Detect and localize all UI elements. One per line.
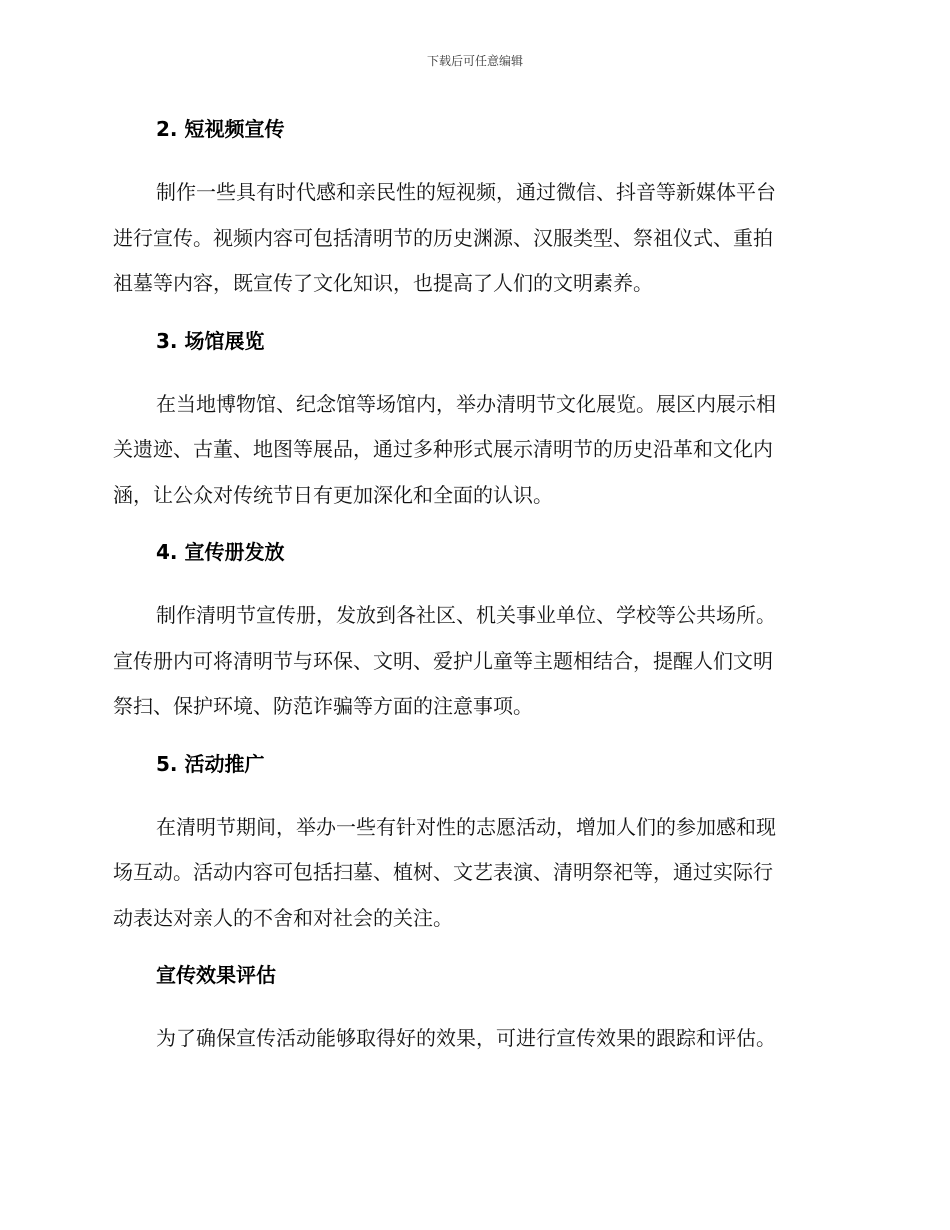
section-heading: 5. 活动推广 (156, 751, 265, 776)
paragraph-line: 在当地博物馆、纪念馆等场馆内，举办清明节文化展览。展区内展示相 (156, 391, 776, 416)
paragraph-line: 祖墓等内容，既宣传了文化知识，也提高了人们的文明素养。 (113, 271, 653, 295)
paragraph-line: 动表达对亲人的不舍和对社会的关注。 (113, 905, 453, 930)
section-paragraph (113, 593, 833, 730)
section-paragraph (113, 805, 833, 942)
paragraph-line: 关遗迹、古董、地图等展品，通过多种形式展示清明节的历史沿革和文化内 (113, 437, 773, 461)
section-heading: 宣传效果评估 (156, 963, 276, 987)
section-heading: 3. 场馆展览 (156, 328, 265, 353)
paragraph-line: 祭扫、保护环境、防范诈骗等方面的注意事项。 (113, 694, 533, 718)
paragraph-line: 在清明节期间，举办一些有针对性的志愿活动，增加人们的参加感和现 (156, 814, 776, 839)
paragraph-line: 制作清明节宣传册，发放到各社区、机关事业单位、学校等公共场所。 (156, 603, 776, 627)
paragraph-line: 宣传册内可将清明节与环保、文明、爱护儿童等主题相结合，提醒人们文明 (113, 648, 773, 673)
page-header: 下载后可任意编辑 (426, 54, 523, 68)
section-heading: 4. 宣传册发放 (156, 540, 285, 564)
paragraph-line: 制作一些具有时代感和亲民性的短视频，通过微信、抖音等新媒体平台 (156, 180, 776, 204)
section-paragraph (113, 170, 833, 307)
document-body (113, 114, 833, 1062)
section-paragraph (113, 1016, 833, 1062)
paragraph-line: 场互动。活动内容可包括扫墓、植树、文艺表演、清明祭祀等，通过实际行 (113, 860, 773, 884)
paragraph-line: 涵，让公众对传统节日有更加深化和全面的认识。 (113, 482, 553, 507)
section-paragraph (113, 382, 833, 519)
paragraph-line: 为了确保宣传活动能够取得好的效果，可进行宣传效果的跟踪和评估。 (156, 1026, 776, 1050)
paragraph-line: 进行宣传。视频内容可包括清明节的历史渊源、汉服类型、祭祖仪式、重拍 (113, 225, 773, 250)
section-heading: 2. 短视频宣传 (156, 117, 285, 141)
